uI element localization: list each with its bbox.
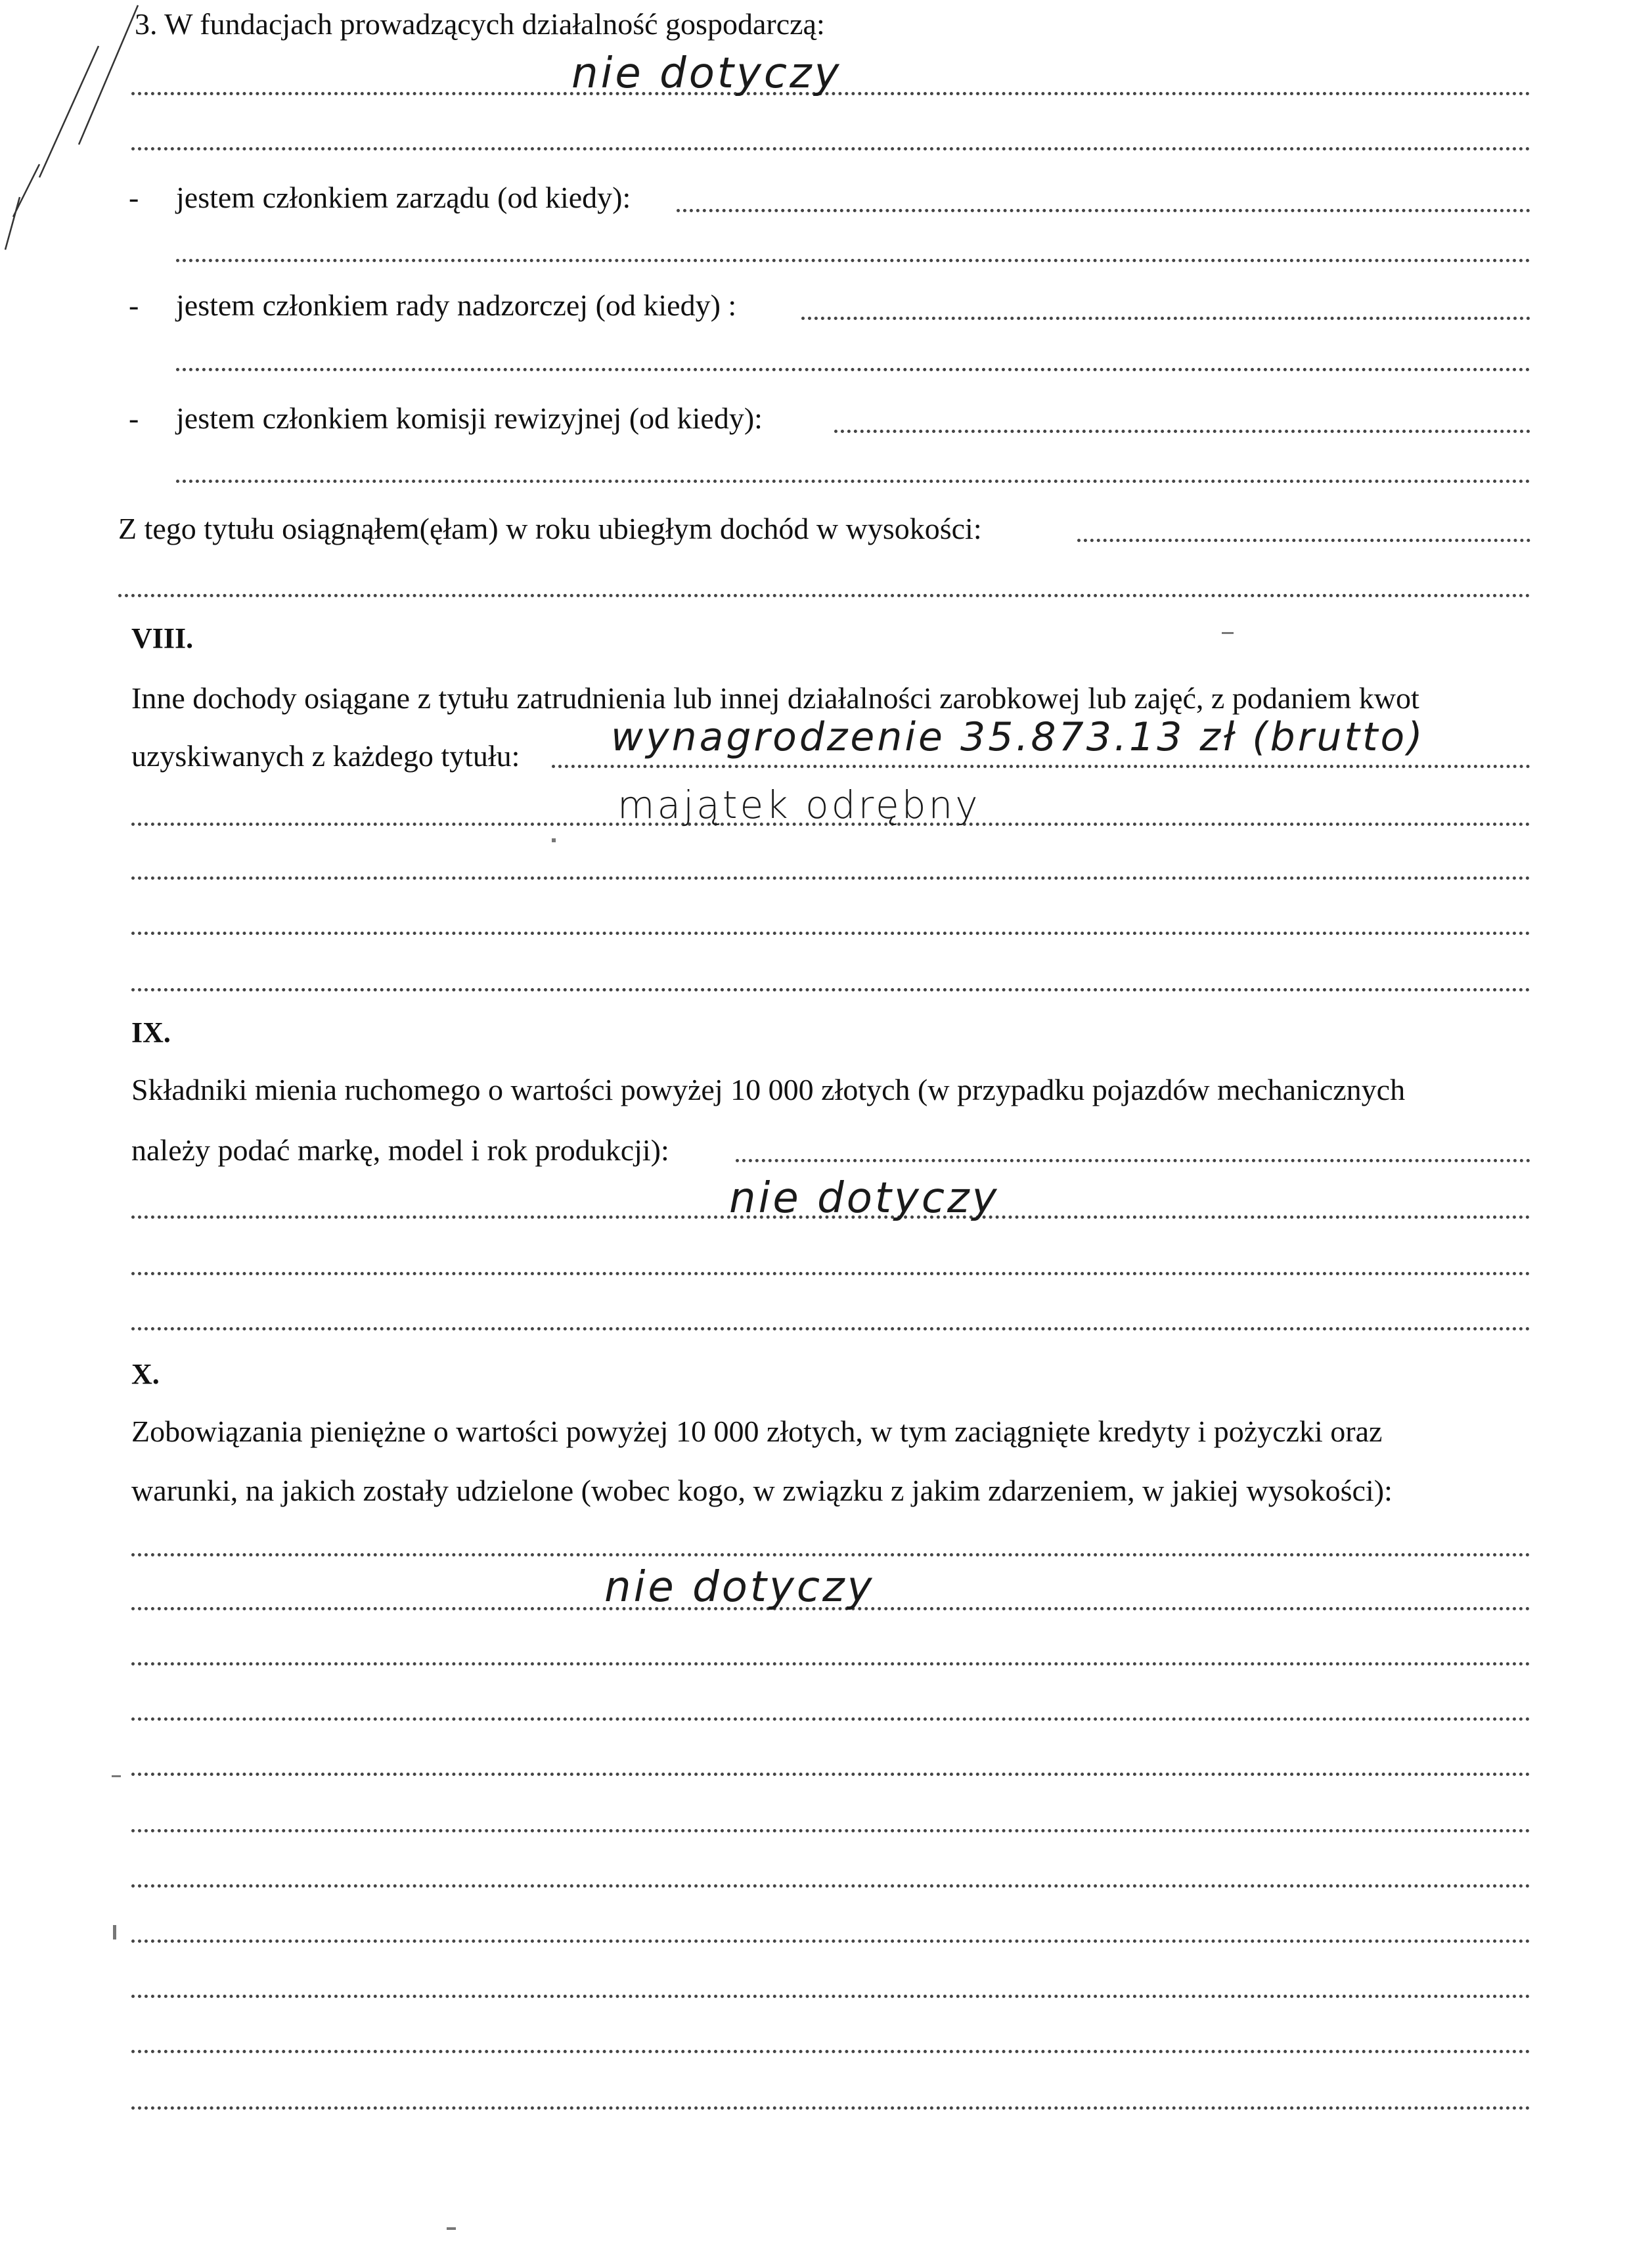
fill-line[interactable]	[131, 1272, 1530, 1275]
section-item-label: 3. W fundacjach prowadzących działalność gospodarczą:	[135, 9, 832, 39]
scan-speck	[112, 1775, 121, 1777]
fill-line[interactable]	[131, 1829, 1530, 1832]
income-label: Z tego tytułu osiągnąłem(ęłam) w roku ubiegłym dochód w wysokości:	[118, 514, 989, 544]
fill-line[interactable]	[131, 1939, 1530, 1943]
section-heading: IX.	[131, 1018, 177, 1047]
scan-speck	[1222, 632, 1234, 634]
bullet: -	[129, 403, 145, 434]
fill-line[interactable]	[118, 594, 1530, 597]
pen-stroke-mark	[0, 0, 171, 276]
section-text: Zobowiązania pieniężne o wartości powyżej 10 000 złotych, w tym zaciągnięte kredyty i pożyczki oraz	[131, 1417, 1389, 1447]
bullet: -	[129, 183, 145, 213]
section-text: uzyskiwanych z każdego tytułu:	[131, 741, 526, 771]
fill-line[interactable]	[131, 1717, 1530, 1721]
section-text: warunki, na jakich zostały udzielone (wobec kogo, w związku z jakim zdarzeniem, w jakiej wysokości):	[131, 1476, 1399, 1506]
fill-line[interactable]	[131, 876, 1530, 880]
section-text: należy podać markę, model i rok produkcji):	[131, 1135, 676, 1166]
fill-line[interactable]	[176, 480, 1530, 483]
bullet: -	[129, 290, 145, 321]
supervisory-board-label: jestem członkiem rady nadzorczej (od kiedy) :	[176, 290, 743, 321]
scan-speck	[552, 838, 556, 842]
fill-line[interactable]	[131, 988, 1530, 991]
section-heading: X.	[131, 1360, 166, 1389]
fill-line[interactable]	[801, 317, 1530, 320]
fill-line[interactable]	[176, 259, 1530, 262]
handwritten-answer: nie dotyczy	[604, 1563, 875, 1612]
handwritten-answer: majątek odrębny	[617, 782, 981, 827]
fill-line[interactable]	[176, 368, 1530, 371]
fill-line[interactable]	[131, 2050, 1530, 2053]
fill-line[interactable]	[131, 932, 1530, 935]
fill-line[interactable]	[131, 1327, 1530, 1330]
handwritten-answer: wynagrodzenie 35.873.13 zł (brutto)	[611, 714, 1425, 760]
handwritten-answer: nie dotyczy	[571, 49, 842, 98]
fill-line[interactable]	[131, 1662, 1530, 1666]
section-text: Inne dochody osiągane z tytułu zatrudnienia lub innej działalności zarobkowej lub zajęć, z podaniem kwot	[131, 683, 1426, 714]
fill-line[interactable]	[1077, 539, 1530, 542]
fill-line[interactable]	[131, 1773, 1530, 1776]
section-heading: VIII.	[131, 624, 200, 653]
handwritten-answer: nie dotyczy	[729, 1174, 1000, 1223]
scan-speck	[447, 2227, 456, 2230]
audit-committee-label: jestem członkiem komisji rewizyjnej (od kiedy):	[176, 403, 769, 434]
scan-speck	[113, 1925, 116, 1939]
fill-line[interactable]	[131, 1553, 1530, 1556]
fill-line[interactable]	[834, 430, 1530, 433]
fill-line[interactable]	[736, 1159, 1530, 1162]
board-member-label: jestem członkiem zarządu (od kiedy):	[176, 183, 637, 213]
fill-line[interactable]	[131, 1884, 1530, 1888]
section-text: Składniki mienia ruchomego o wartości powyżej 10 000 złotych (w przypadku pojazdów mechanicznych	[131, 1075, 1412, 1105]
fill-line[interactable]	[552, 765, 1530, 768]
fill-line[interactable]	[131, 2106, 1530, 2110]
fill-line[interactable]	[131, 1995, 1530, 1998]
fill-line[interactable]	[677, 209, 1530, 212]
fill-line[interactable]	[131, 147, 1530, 150]
